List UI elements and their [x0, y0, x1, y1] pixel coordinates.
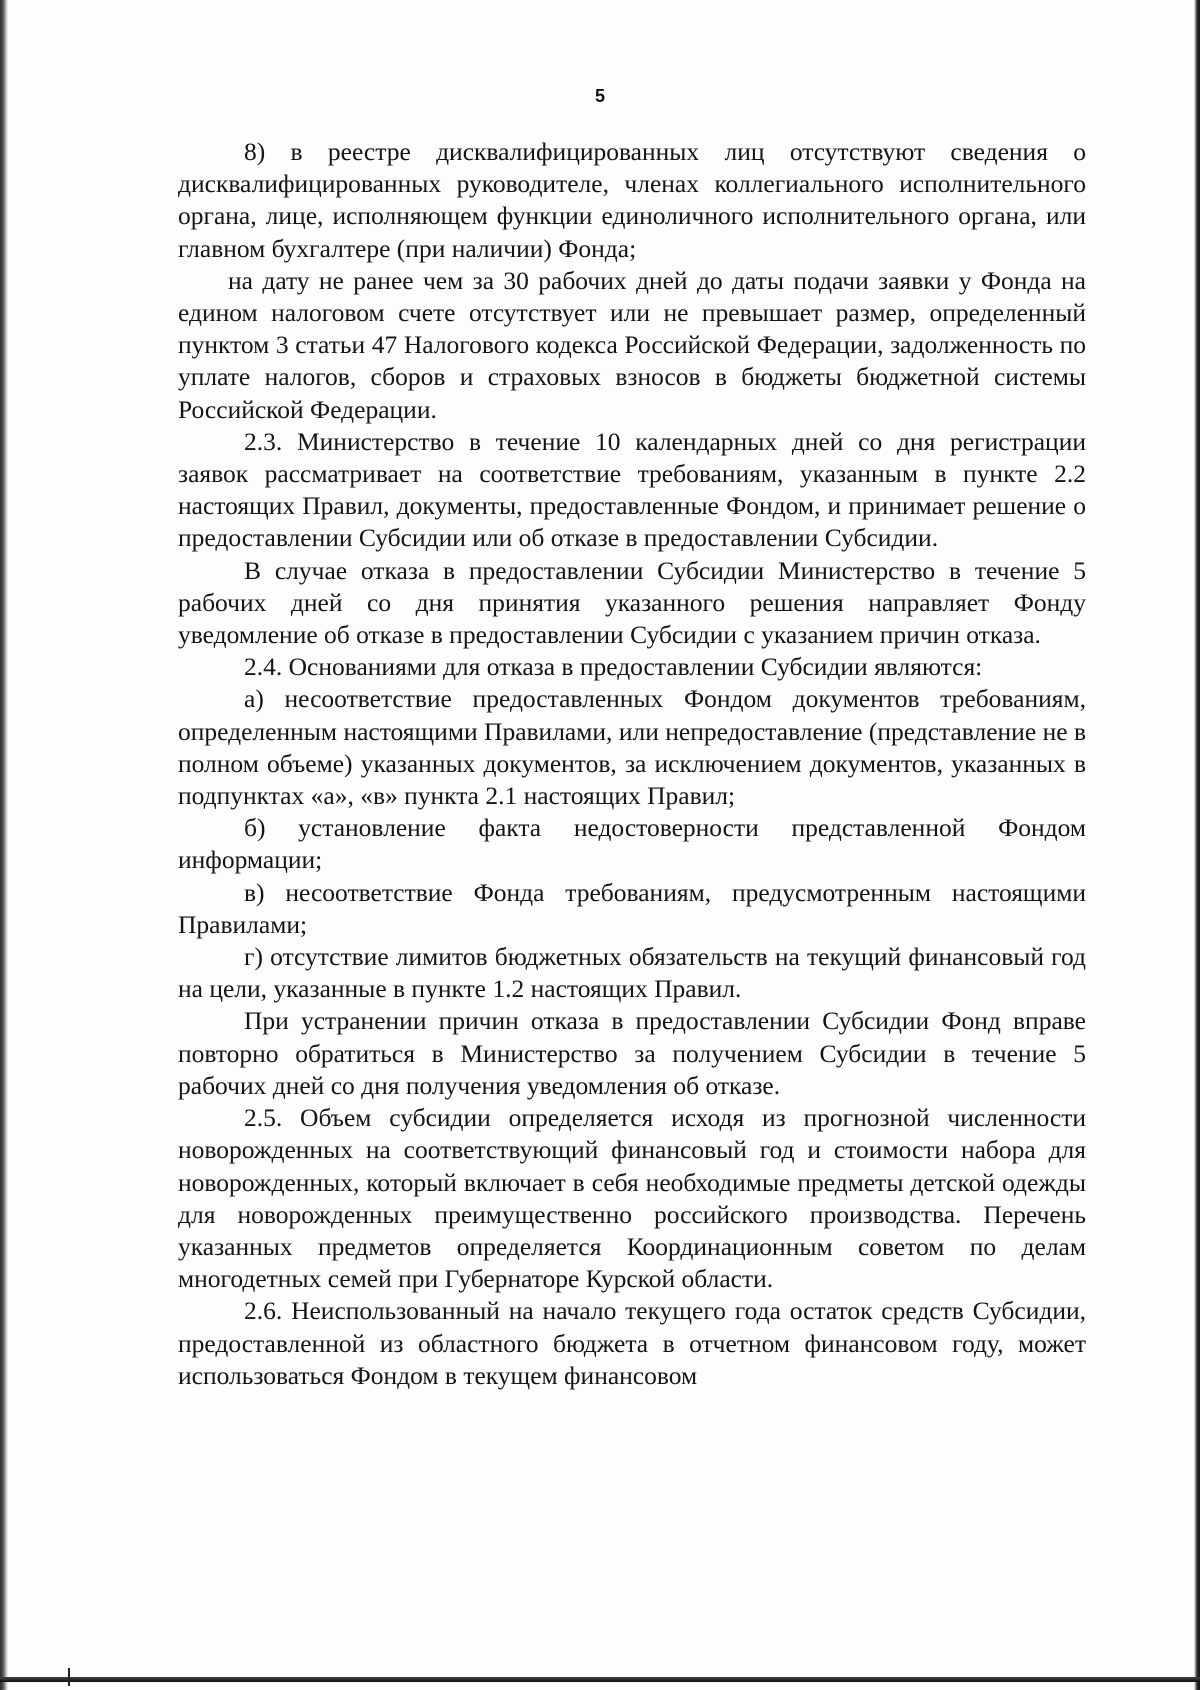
- paragraph-2-4-a: а) несоответствие предоставленных Фондом документов требованиям, определенным настоящими Правилами, или непредоставление (представление не в полном объеме) указанных документов, за исключением документов, указанных в подпунктах «а», «в» пункта 2.1 настоящих Правил;: [178, 684, 1086, 811]
- paragraph-2-6: 2.6. Неиспользованный на начало текущего года остаток средств Субсидии, предоставленной из областного бюджета в отчетном финансовом году, может использоваться Фондом в текущем финансовом: [178, 1296, 1086, 1390]
- paragraph-2-3: 2.3. Министерство в течение 10 календарных дней со дня регистрации заявок рассматривает на соответствие требованиям, указанным в пункте 2.2 настоящих Правил, документы, предоставленные Фондом, и принимает решение о предоставлении Субсидии или об отказе в предоставлении Субсидии.: [178, 426, 1086, 553]
- document-body: [178, 136, 1086, 1392]
- paragraph-reapply: При устранении причин отказа в предоставлении Субсидии Фонд вправе повторно обратиться в Министерство за получением Субсидии в течение 5 рабочих дней со дня получения уведомления об отказе.: [178, 1006, 1086, 1100]
- paragraph-2-4: 2.4. Основаниями для отказа в предоставлении Субсидии являются:: [244, 652, 983, 682]
- scan-border-mark: [68, 1668, 70, 1686]
- paragraph-2-5: 2.5. Объем субсидии определяется исходя из прогнозной численности новорожденных на соответствующий финансовый год и стоимости набора для новорожденных, который включает в себя необходимые предметы детской одежды для новорожденных преимущественно российского производства. Перечень указанных предметов определяется Координационным советом по делам многодетных семей при Губернаторе Курской области.: [178, 1103, 1086, 1294]
- paragraph-item-8: 8) в реестре дисквалифицированных лиц отсутствуют сведения о дисквалифицированных руководителе, членах коллегиального исполнительного органа, лице, исполняющем функции единоличного исполнительного органа, или главном бухгалтере (при наличии) Фонда;: [178, 137, 1086, 263]
- scan-border-bottom: [0, 1677, 1200, 1682]
- page-number: 5: [594, 86, 605, 106]
- scan-border-right: [1194, 0, 1200, 1690]
- scan-border-left: [0, 0, 8, 1690]
- paragraph-2-4-v: в) несоответствие Фонда требованиям, предусмотренным настоящими Правилами;: [178, 877, 1086, 939]
- paragraph-2-4-b: б) установление факта недостоверности представленной Фондом информации;: [178, 813, 1086, 875]
- paragraph-2-4-g: г) отсутствие лимитов бюджетных обязательств на текущий финансовый год на цели, указанные в пункте 1.2 настоящих Правил.: [178, 942, 1086, 1004]
- paragraph-refusal-notice: В случае отказа в предоставлении Субсидии Министерство в течение 5 рабочих дней со дня принятия указанного решения направляет Фонду уведомление об отказе в предоставлении Субсидии с указанием причин отказа.: [178, 555, 1086, 650]
- paragraph-tax-debt: на дату не ранее чем за 30 рабочих дней до даты подачи заявки у Фонда на едином налоговом счете отсутствует или не превышает размер, определенный пунктом 3 статьи 47 Налогового кодекса Российской Федерации, задолженность по уплате налогов, сборов и страховых взносов в бюджеты бюджетной системы Российской Федерации.: [178, 265, 1086, 424]
